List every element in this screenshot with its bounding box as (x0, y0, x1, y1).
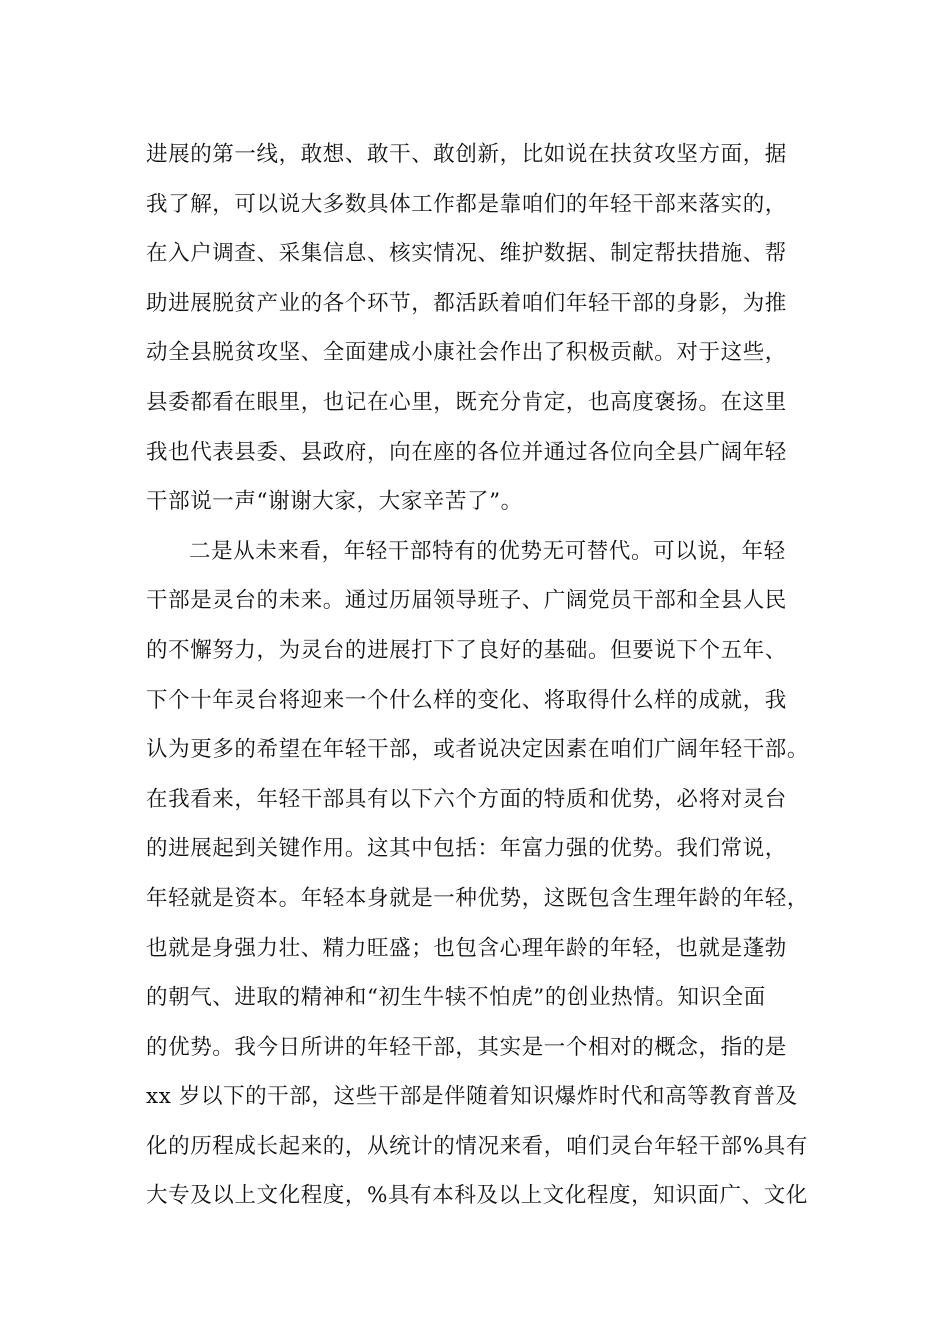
text-line: 我也代表县委、县政府，向在座的各位并通过各位向全县广阔年轻 (146, 439, 787, 465)
text-line: 的进展起到关键作用。这其中包括：年富力强的优势。我们常说， (146, 836, 787, 862)
text-line: 干部说一声“谢谢大家，大家辛苦了”。 (146, 489, 523, 515)
text-line: 在我看来，年轻干部具有以下六个方面的特质和优势，必将对灵台 (146, 786, 787, 812)
text-line: 进展的第一线，敢想、敢干、敢创新，比如说在扶贫攻坚方面，据 (146, 142, 787, 167)
text-line: 下个十年灵台将迎来一个什么样的变化、将取得什么样的成就，我 (146, 687, 787, 713)
paragraph-start-line: 二是从未来看，年轻干部特有的优势无可替代。可以说，年轻 (189, 538, 786, 564)
text-line: 的朝气、进取的精神和“初生牛犊不怕虎”的创业热情。知识全面 (146, 985, 766, 1011)
text-line: 大专及以上文化程度，%具有本科及以上文化程度，知识面广、文化 (146, 1183, 808, 1209)
text-line: 县委都看在眼里，也记在心里，既充分肯定，也高度褒扬。在这里 (146, 389, 787, 415)
text-line: 在入户调查、采集信息、核实情况、维护数据、制定帮扶措施、帮 (146, 241, 787, 267)
body-text (146, 130, 826, 1221)
text-line: 也就是身强力壮、精力旺盛；也包含心理年龄的年轻，也就是蓬勃 (146, 935, 787, 961)
text-line: 我了解，可以说大多数具体工作都是靠咱们的年轻干部来落实的， (146, 191, 787, 217)
text-line: 认为更多的希望在年轻干部，或者说决定因素在咱们广阔年轻干部。 (146, 737, 810, 763)
text-line: 动全县脱贫攻坚、全面建成小康社会作出了积极贡献。对于这些， (146, 340, 787, 366)
text-line: 助进展脱贫产业的各个环节，都活跃着咱们年轻干部的身影，为推 (146, 290, 787, 316)
text-line: 年轻就是资本。年轻本身就是一种优势，这既包含生理年龄的年轻， (146, 885, 810, 911)
text-line: 的不懈努力，为灵台的进展打下了良好的基础。但要说下个五年、 (146, 637, 787, 663)
text-line: 化的历程成长起来的，从统计的情况来看，咱们灵台年轻干部%具有 (146, 1133, 808, 1159)
text-line: 的优势。我今日所讲的年轻干部，其实是一个相对的概念，指的是 (146, 1034, 787, 1060)
text-line: xx 岁以下的干部，这些干部是伴随着知识爆炸时代和高等教育普及 (146, 1084, 798, 1110)
text-line: 干部是灵台的未来。通过历届领导班子、广阔党员干部和全县人民 (146, 588, 787, 614)
